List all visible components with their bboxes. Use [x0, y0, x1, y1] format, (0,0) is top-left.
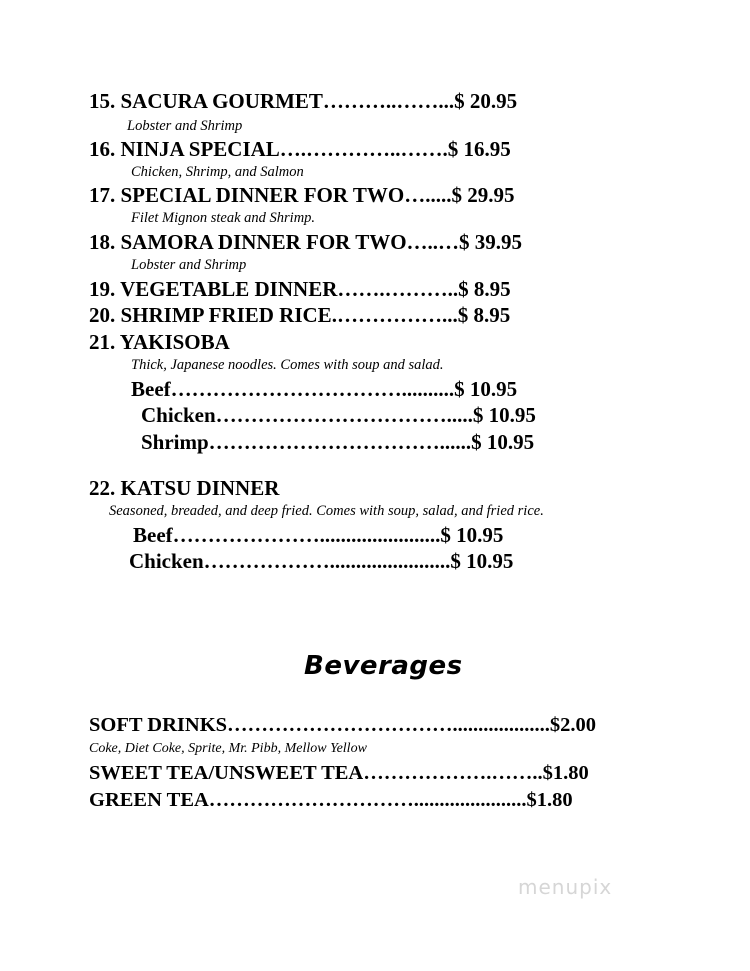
menu-item-16-desc: Chicken, Shrimp, and Salmon — [131, 164, 304, 180]
yakisoba-chicken: Chicken…………………………….....$ 10.95 — [141, 403, 536, 427]
yakisoba-beef: Beef……………………………..........$ 10.95 — [131, 377, 518, 401]
katsu-chicken: Chicken……………….......................$ 10.95 — [129, 549, 514, 573]
menu-item-20: 20. SHRIMP FRIED RICE.……………...$ 8.95 — [89, 303, 511, 327]
menu-item-18: 18. SAMORA DINNER FOR TWO…..…$ 39.95 — [89, 230, 523, 254]
menu-item-21-desc: Thick, Japanese noodles. Comes with soup and salad. — [131, 357, 444, 373]
beverage-soft-drinks: SOFT DRINKS……………………………...................$2.00 — [89, 714, 597, 736]
beverage-green-tea: GREEN TEA…………………………......................$1.80 — [89, 789, 573, 811]
menu-item-15: 15. SACURA GOURMET………..……...$ 20.95 — [89, 89, 518, 113]
menu-item-15-desc: Lobster and Shrimp — [127, 118, 243, 134]
katsu-beef: Beef………………….......................$ 10.95 — [133, 523, 504, 547]
yakisoba-shrimp: Shrimp……………………………......$ 10.95 — [141, 430, 535, 454]
menu-item-18-desc: Lobster and Shrimp — [131, 257, 247, 273]
beverage-sweet-tea: SWEET TEA/UNSWEET TEA……………….……..$1.80 — [89, 762, 589, 784]
beverages-heading: Beverages — [304, 651, 463, 681]
menu-item-17: 17. SPECIAL DINNER FOR TWO….....$ 29.95 — [89, 183, 515, 207]
menupix-watermark: menupix — [518, 875, 613, 899]
menu-item-19: 19. VEGETABLE DINNER…….………..$ 8.95 — [89, 277, 511, 301]
menu-item-21: 21. YAKISOBA — [89, 330, 230, 354]
menu-item-17-desc: Filet Mignon steak and Shrimp. — [131, 210, 316, 226]
menu-item-22: 22. KATSU DINNER — [89, 476, 280, 500]
beverage-soft-drinks-desc: Coke, Diet Coke, Sprite, Mr. Pibb, Mellow Yellow — [89, 741, 367, 756]
menu-item-22-desc: Seasoned, breaded, and deep fried. Comes with soup, salad, and fried rice. — [109, 503, 544, 519]
menu-item-16: 16. NINJA SPECIAL….…………..…….$ 16.95 — [89, 137, 511, 161]
